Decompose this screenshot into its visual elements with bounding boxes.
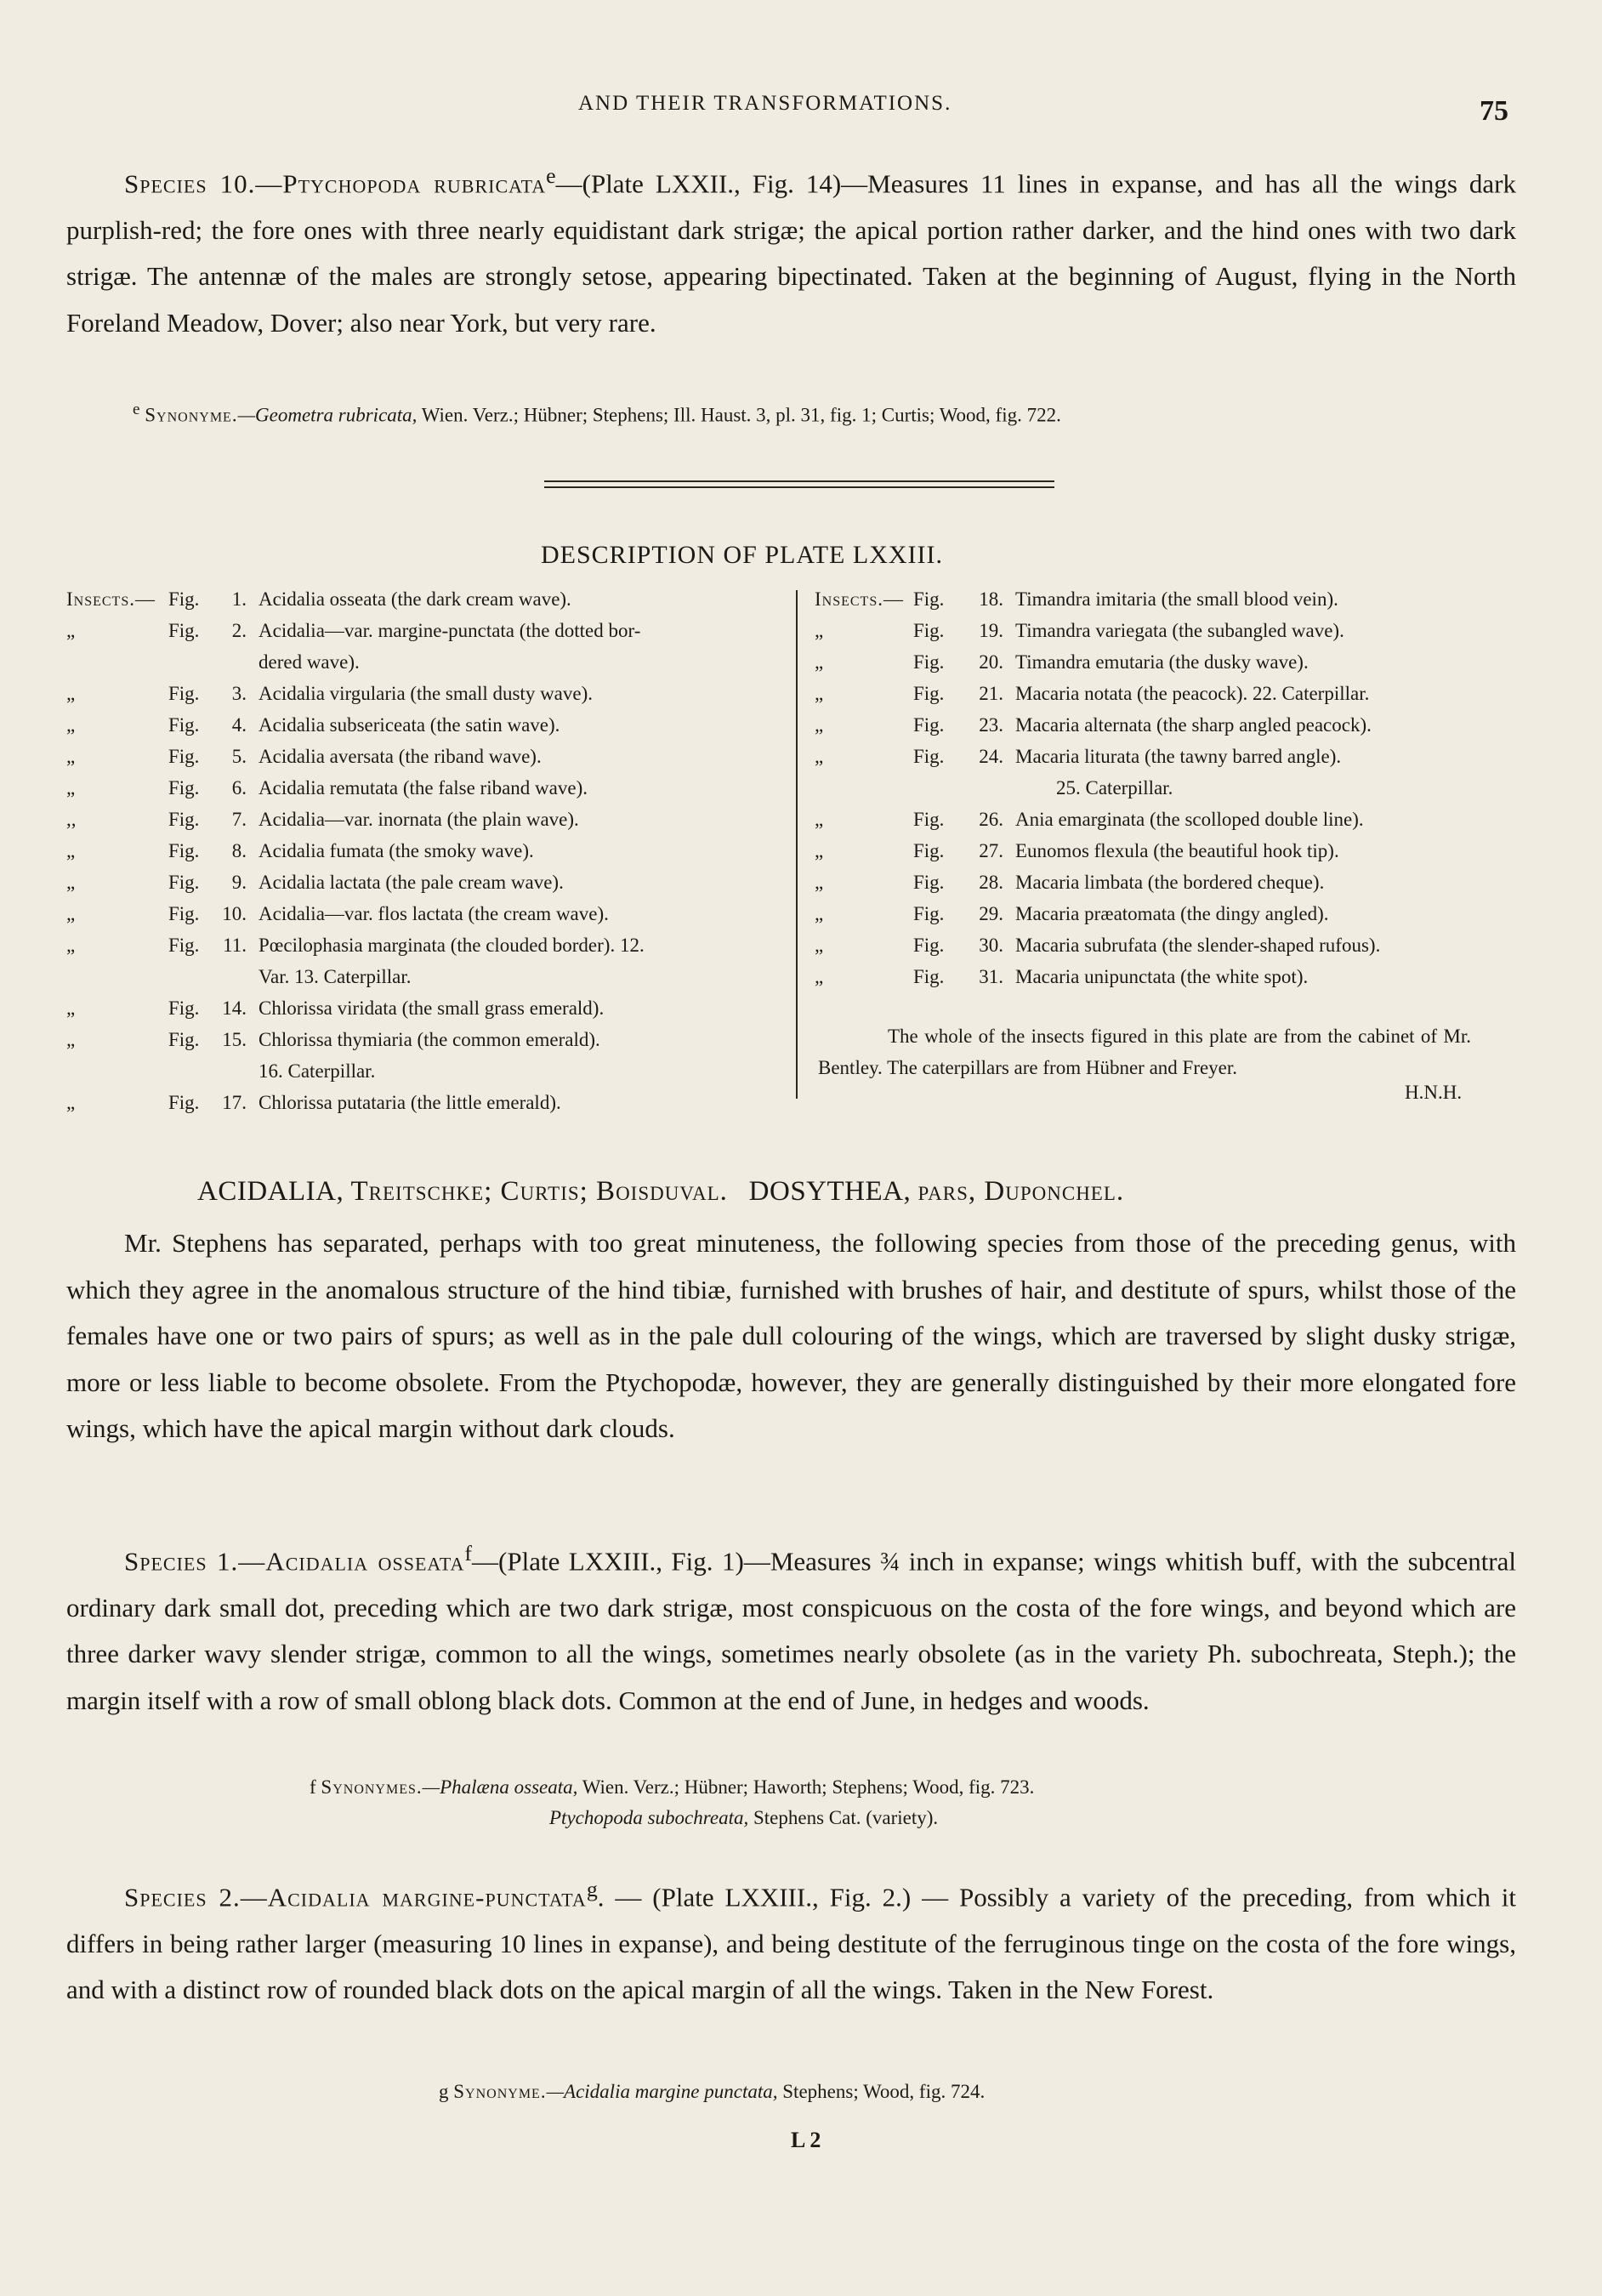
- plate-left-column: [66, 583, 789, 1118]
- plate-entry: [815, 898, 1495, 929]
- genus-intro-paragraph: [66, 1220, 1516, 1452]
- page-number: 75: [1480, 95, 1508, 127]
- plate-entry: [815, 961, 1495, 992]
- plate-entry-description: Macaria subrufata (the slender-shaped rufous).: [1015, 935, 1381, 956]
- species-1-ref: f: [464, 1541, 473, 1566]
- plate-entry: [66, 804, 789, 835]
- plate-entry-description: Ania emarginata (the scolloped double line).: [1015, 809, 1364, 830]
- plate-entry-label: „: [66, 1029, 76, 1050]
- plate-entry-continuation: Var. 13. Caterpillar.: [258, 966, 412, 987]
- plate-entry: [66, 772, 789, 804]
- plate-entry-fig: Fig.: [168, 588, 200, 610]
- plate-entry-label: „: [815, 872, 824, 893]
- plate-entry-label: Insects.—: [66, 588, 156, 610]
- plate-entry-fig: Fig.: [168, 903, 200, 924]
- plate-entry-number: 15.: [222, 1029, 247, 1050]
- footnote-name: —Acidalia margine punctata,: [546, 2081, 778, 2102]
- plate-entry-fig: Fig.: [913, 935, 945, 956]
- plate-entry-number: 21.: [979, 683, 1003, 704]
- plate-entry: [66, 741, 789, 772]
- plate-entry-description: Timandra emutaria (the dusky wave).: [1015, 651, 1309, 673]
- plate-entry-number: 3.: [231, 683, 247, 704]
- plate-entry-description: Acidalia—var. margine-punctata (the dotted bor-: [258, 620, 641, 641]
- plate-entry-fig: Fig.: [913, 840, 945, 861]
- plate-entry-fig: Fig.: [168, 746, 200, 767]
- plate-entry-description: Macaria præatomata (the dingy angled).: [1015, 903, 1329, 924]
- plate-entry-fig: Fig.: [168, 872, 200, 893]
- plate-entry-label: „: [66, 746, 76, 767]
- plate-entry-label: „: [815, 935, 824, 956]
- plate-entry-fig: Fig.: [168, 1092, 200, 1113]
- plate-entry-label: „: [66, 840, 76, 861]
- plate-entry: [815, 646, 1495, 678]
- plate-entry-fig: Fig.: [913, 588, 945, 610]
- plate-entry-fig: Fig.: [168, 997, 200, 1019]
- footnote-rest: Wien. Verz.; Hübner; Haworth; Stephens; Wood, fig. 723.: [577, 1776, 1035, 1798]
- plate-entry-description: Chlorissa thymiaria (the common emerald).: [258, 1029, 600, 1050]
- species-2-text: . — (Plate LXXIII., Fig. 2.) — Possibly a variety of the preceding, from which it differs in being rather larger (measuring 10 lines in expanse), and being destitute of the ferruginous tinge on the costa of the fore wings, and with a distinct row of rounded black dots on the apical margin of all the wings. Taken in the New Forest.: [66, 1882, 1517, 2005]
- plate-entry-description: Macaria liturata (the tawny barred angle).: [1015, 746, 1342, 767]
- footnote-line2-rest: Stephens Cat. (variety).: [748, 1807, 939, 1828]
- plate-entry: [66, 646, 789, 678]
- footnote-rest: Stephens; Wood, fig. 724.: [777, 2081, 986, 2102]
- genus-authorities-2: pars, Duponchel.: [917, 1176, 1125, 1207]
- plate-entry-description: Acidalia—var. flos lactata (the cream wave).: [258, 903, 609, 924]
- plate-entry-label: „: [815, 809, 824, 830]
- species-10-text: —(Plate LXXII., Fig. 14)—Measures 11 lines in expanse, and has all the wings dark purplish-red; the fore ones with three nearly equidistant dark strigæ; the apical portion rather darker, and the hind ones with two dark strigæ. The antennæ of the males are strongly setose, appearing bipectinated. Taken at the beginning of August, flying in the North Foreland Meadow, Dover; also near York, but very rare.: [66, 168, 1516, 338]
- plate-entry: [66, 898, 789, 929]
- plate-entry-label: „: [815, 840, 824, 861]
- plate-entry-label: „: [66, 683, 76, 704]
- plate-entry-label: „: [66, 714, 76, 736]
- plate-entry-description: Pœcilophasia marginata (the clouded border). 12.: [258, 935, 645, 956]
- plate-entry: [66, 835, 789, 867]
- plate-entry-label: „: [66, 777, 76, 798]
- species-10-lead: Species 10.—Ptychopoda rubricata: [124, 168, 547, 199]
- species-1-text: —(Plate LXXIII., Fig. 1)—Measures ¾ inch in expanse; wings whitish buff, with the subcentral ordinary dark small dot, preceding which are two dark strigæ, most conspicuous on the costa of the fore wings, and beyond which are three darker wavy slender strigæ, common to all the wings, sometimes nearly obsolete (as in the variety Ph. subochreata, Steph.); the margin itself with a row of small oblong black dots. Common at the end of June, in hedges and woods.: [66, 1546, 1517, 1715]
- plate-entry: [815, 867, 1495, 898]
- plate-entry-label: „: [66, 935, 76, 956]
- plate-entry-description: Acidalia virgularia (the small dusty wave).: [258, 683, 594, 704]
- footnote-name: —Phalæna osseata,: [422, 1776, 578, 1798]
- plate-entry: [815, 678, 1495, 709]
- footnote-line2-name: Ptychopoda subochreata,: [549, 1807, 749, 1828]
- plate-entry-number: 29.: [979, 903, 1003, 924]
- plate-entry-description: Acidalia lactata (the pale cream wave).: [258, 872, 564, 893]
- plate-right-column: [815, 583, 1495, 992]
- plate-entry-number: 17.: [222, 1092, 247, 1113]
- plate-entry-number: 11.: [223, 935, 247, 956]
- plate-entry-continuation: dered wave).: [258, 651, 360, 673]
- plate-entry-label: „: [66, 997, 76, 1019]
- species-2-lead: Species 2.—Acidalia margine-punctata: [124, 1882, 587, 1912]
- genus-name-acidalia: ACIDALIA,: [197, 1176, 344, 1207]
- plate-entry-label: „: [815, 746, 824, 767]
- genus-authorities-1: Treitschke; Curtis; Boisduval.: [350, 1176, 728, 1207]
- plate-entry-fig: Fig.: [168, 840, 200, 861]
- plate-entry-number: 27.: [979, 840, 1003, 861]
- plate-entry-description: Acidalia subsericeata (the satin wave).: [258, 714, 560, 736]
- plate-entry: [815, 804, 1495, 835]
- plate-entry-fig: Fig.: [168, 714, 200, 736]
- plate-entry: [66, 992, 789, 1024]
- plate-entry: [66, 961, 789, 992]
- footnote-name: —Geometra rubricata,: [237, 404, 418, 426]
- plate-entry-description: Eunomos flexula (the beautiful hook tip).: [1015, 840, 1339, 861]
- footnote-rest: Wien. Verz.; Hübner; Stephens; Ill. Haust. 3, pl. 31, fig. 1; Curtis; Wood, fig. 722.: [417, 404, 1061, 426]
- plate-entry-number: 30.: [979, 935, 1003, 956]
- footnote-label: Synonyme.: [453, 2081, 547, 2102]
- plate-entry-number: 23.: [979, 714, 1003, 736]
- plate-entry: [66, 867, 789, 898]
- plate-entry-fig: Fig.: [913, 620, 945, 641]
- plate-entry-label: „: [815, 683, 824, 704]
- plate-entry-fig: Fig.: [913, 872, 945, 893]
- plate-entry-fig: Fig.: [913, 746, 945, 767]
- plate-entry-fig: Fig.: [913, 651, 945, 673]
- plate-entry-description: Acidalia aversata (the riband wave).: [258, 746, 542, 767]
- plate-entry-description: Timandra imitaria (the small blood vein).: [1015, 588, 1338, 610]
- plate-entry-fig: Fig.: [913, 683, 945, 704]
- plate-entry: [66, 1087, 789, 1118]
- plate-entry: [815, 615, 1495, 646]
- plate-note: The whole of the insects figured in this plate are from the cabinet of Mr. Bentley. The caterpillars are from Hübner and Freyer.: [818, 1026, 1471, 1078]
- plate-entry-number: 14.: [222, 997, 247, 1019]
- footnote-label: Synonyme.: [145, 404, 238, 426]
- plate-entry: [815, 709, 1495, 741]
- plate-entry-fig: Fig.: [913, 903, 945, 924]
- genus-heading: [197, 1176, 1124, 1208]
- plate-entry-description: Acidalia osseata (the dark cream wave).: [258, 588, 571, 610]
- plate-entry-fig: Fig.: [168, 620, 200, 641]
- plate-entry-description: Macaria alternata (the sharp angled peacock).: [1015, 714, 1372, 736]
- plate-entry-fig: Fig.: [913, 714, 945, 736]
- plate-entry: [815, 741, 1495, 772]
- plate-entry-label: Insects.—: [815, 588, 904, 610]
- plate-entry-description: Acidalia—var. inornata (the plain wave).: [258, 809, 579, 830]
- plate-entry-number: 10.: [222, 903, 247, 924]
- plate-entry-label: „: [815, 651, 824, 673]
- printer-signature-mark: L 2: [791, 2128, 821, 2152]
- species-1-footnote: [310, 1772, 1034, 1803]
- plate-entry-fig: Fig.: [168, 777, 200, 798]
- footnote-label: Synonymes.: [321, 1776, 423, 1798]
- species-2-ref: g: [586, 1877, 598, 1901]
- plate-entry-fig: Fig.: [168, 935, 200, 956]
- plate-entry-number: 2.: [231, 620, 247, 641]
- plate-entry-number: 26.: [979, 809, 1003, 830]
- plate-entry: [66, 709, 789, 741]
- plate-entry-number: 18.: [979, 588, 1003, 610]
- plate-entry-description: Macaria unipunctata (the white spot).: [1015, 966, 1309, 987]
- plate-entry-number: 19.: [979, 620, 1003, 641]
- plate-entry: [66, 583, 789, 615]
- plate-entry-continuation: 25. Caterpillar.: [1056, 777, 1173, 798]
- plate-entry-label: „: [815, 620, 824, 641]
- species-2-footnote: [439, 2077, 985, 2107]
- running-head: AND THEIR TRANSFORMATIONS.: [578, 92, 952, 115]
- species-1-footnote-line2: [549, 1803, 938, 1833]
- plate-entry-label: „: [815, 714, 824, 736]
- plate-entry-description: Acidalia fumata (the smoky wave).: [258, 840, 534, 861]
- plate-entry-number: 1.: [231, 588, 247, 610]
- column-divider: [796, 590, 798, 1099]
- plate-entry: [815, 929, 1495, 961]
- plate-entry: [815, 835, 1495, 867]
- plate-entry-number: 9.: [231, 872, 247, 893]
- divider-rule: [544, 480, 1054, 482]
- plate-entry: [66, 1055, 789, 1087]
- plate-entry-label: „: [815, 903, 824, 924]
- plate-entry-description: Macaria notata (the peacock). 22. Caterpillar.: [1015, 683, 1370, 704]
- genus-name-dosythea: DOSYTHEA,: [748, 1176, 912, 1207]
- plate-entry-fig: Fig.: [168, 1029, 200, 1050]
- plate-entry-number: 8.: [231, 840, 247, 861]
- plate-signature: H.N.H.: [1405, 1082, 1463, 1103]
- plate-entry-number: 24.: [979, 746, 1003, 767]
- plate-entry-continuation: 16. Caterpillar.: [258, 1060, 376, 1082]
- plate-entry-description: Acidalia remutata (the false riband wave).: [258, 777, 588, 798]
- plate-entry-fig: Fig.: [913, 966, 945, 987]
- plate-entry-number: 5.: [231, 746, 247, 767]
- plate-entry-number: 28.: [979, 872, 1003, 893]
- plate-entry-label: „: [66, 620, 76, 641]
- plate-entry-description: Timandra variegata (the subangled wave).: [1015, 620, 1344, 641]
- plate-entry: [66, 615, 789, 646]
- plate-entry-number: 7.: [231, 809, 247, 830]
- species-10-ref: e: [546, 163, 556, 188]
- species-1-paragraph: [66, 1531, 1516, 1724]
- plate-entry-description: Chlorissa viridata (the small grass emerald).: [258, 997, 605, 1019]
- species-10-paragraph: [66, 153, 1516, 346]
- plate-entry-label: „: [815, 966, 824, 987]
- genus-intro-text: Mr. Stephens has separated, perhaps with too great minuteness, the following species from those of the preceding genus, with which they agree in the anomalous structure of the hind tibiæ, furnished with brushes of hair, and destitute of spurs, whilst those of the females have one or two pairs of spurs; as well as in the pale dull colouring of the wings, which are traversed by slight dusky strigæ, more or less liable to become obsolete. From the Ptychopodæ, however, they are generally distinguished by their more elongated fore wings, which have the apical margin without dark clouds.: [66, 1228, 1516, 1443]
- species-1-lead: Species 1.—Acidalia osseata: [124, 1546, 465, 1577]
- plate-entry-description: Macaria limbata (the bordered cheque).: [1015, 872, 1325, 893]
- plate-entry-number: 20.: [979, 651, 1003, 673]
- plate-entry: [815, 583, 1495, 615]
- plate-entry: [66, 929, 789, 961]
- plate-entry: [66, 1024, 789, 1055]
- plate-entry-label: ,,: [66, 809, 77, 830]
- plate-entry-number: 6.: [231, 777, 247, 798]
- plate-entry-label: „: [66, 872, 76, 893]
- plate-entry: [815, 772, 1495, 804]
- plate-entry-label: „: [66, 1092, 76, 1113]
- species-10-footnote: [133, 395, 1061, 431]
- footnote-mark-g: g: [439, 2081, 449, 2102]
- plate-entry-fig: Fig.: [913, 809, 945, 830]
- divider-rule-2: [544, 486, 1054, 488]
- plate-entry: [66, 678, 789, 709]
- plate-entry-number: 31.: [979, 966, 1003, 987]
- footnote-mark-f: f: [310, 1776, 316, 1798]
- plate-entry-fig: Fig.: [168, 683, 200, 704]
- plate-entry-label: „: [66, 903, 76, 924]
- footnote-mark-e: e: [133, 401, 140, 418]
- plate-entry-description: Chlorissa putataria (the little emerald).: [258, 1092, 561, 1113]
- plate-entry-number: 4.: [231, 714, 247, 736]
- plate-heading: DESCRIPTION OF PLATE LXXIII.: [541, 541, 943, 569]
- species-2-paragraph: [66, 1867, 1516, 2014]
- plate-entry-fig: Fig.: [168, 809, 200, 830]
